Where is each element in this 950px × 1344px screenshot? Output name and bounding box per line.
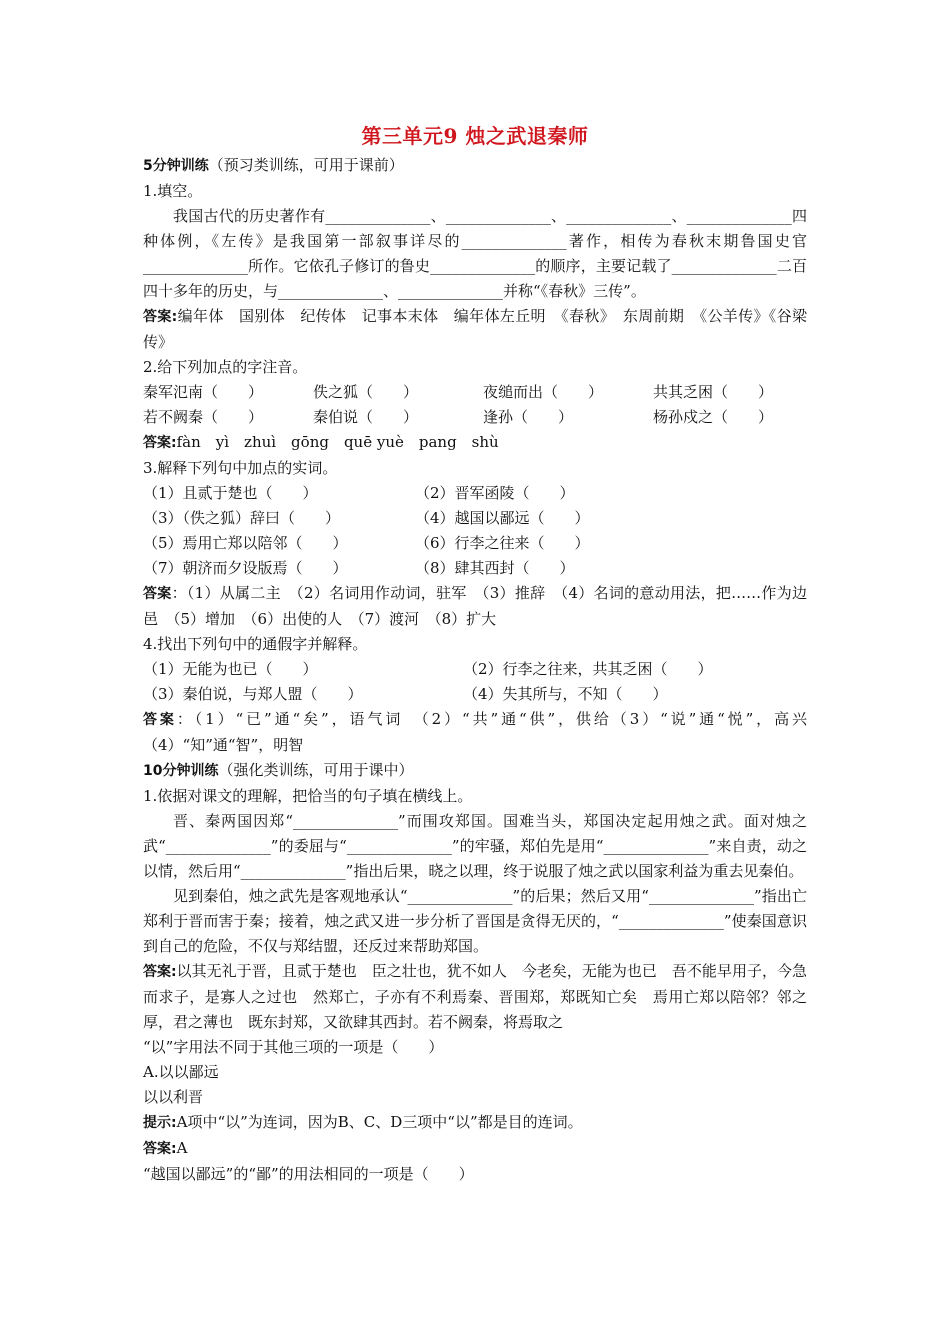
option-b: 以以利晋: [143, 1088, 204, 1106]
answer: [143, 430, 807, 456]
answer: [143, 959, 807, 1035]
option-a: A.以以鄙远: [143, 1063, 219, 1081]
answer: [143, 707, 823, 758]
question-label: 1.依据对课文的理解，把恰当的句子填在横线上。: [143, 787, 473, 805]
list-item: 佚之狐（ ）: [313, 383, 419, 401]
list-item: 杨孙戍之（ ）: [653, 408, 774, 426]
section-heading-5min: 5分钟训练（预习类训练，可用于课前）: [143, 156, 404, 174]
worksheet: [143, 120, 823, 1187]
answer-label: 答案:: [143, 435, 177, 451]
list-item: （4）越国以鄙远（ ）: [415, 509, 590, 527]
hint-text: A项中“以”为连词，因为B、C、D三项中“以”都是目的连词。: [176, 1113, 583, 1131]
page-title: 第三单元9 烛之武退秦师: [361, 124, 589, 148]
question-stem: “越国以鄙远”的“鄙”的用法相同的一项是（ ）: [143, 1165, 474, 1183]
list-item: （1）且贰于楚也（ ）: [143, 484, 318, 502]
list-item: （8）肆其西封（ ）: [415, 559, 575, 577]
list-item: （6）行李之往来（ ）: [415, 534, 590, 552]
answer-text: fàn yì zhuì gōng quē yuè pang shù: [176, 433, 499, 451]
list-item: （1）无能为也已（ ）: [143, 660, 318, 678]
list-item: （3）（佚之狐）辞曰（ ）: [143, 509, 341, 527]
answer-text: A: [176, 1139, 188, 1157]
section-subtitle: （预习类训练，可用于课前）: [208, 156, 404, 174]
word-items: [143, 481, 807, 581]
answer-label: 答案: [143, 712, 177, 728]
question-label: 3.解释下列句中加点的实词。: [143, 459, 338, 477]
list-item: 秦军氾南（ ）: [143, 383, 264, 401]
answer-text: ：（1）从属二主 （2）名词用作动词，驻军 （3）推辞 （4）名词的意动用法，把……作为边邑 （5）增加 （6）出使的人 （7）渡河 （8）扩大: [143, 584, 807, 628]
answer: [143, 1136, 807, 1162]
answer-text: 编年体 国别体 纪传体 记事本末体 编年体左丘明 《春秋》 东周前期 《公羊传》《谷梁传》: [143, 307, 807, 351]
answer-label: 答案: [143, 586, 172, 602]
question-text: 晋、秦两国因郑“______________”而围攻郑国。国难当头，郑国决定起用烛之武。面对烛之武“______________”的委屈与“______________”的牢骚，郑伯先是用“______________”来自责，动之以情，然后用“______________”指出后果，晓之以理，终于说服了烛之武以国家利益为重去见秦伯。: [143, 812, 807, 880]
list-item: （3）秦伯说，与郑人盟（ ）: [143, 685, 363, 703]
question-label: 4.找出下列句中的通假字并解释。: [143, 635, 368, 653]
answer-text: 以其无礼于晋，且贰于楚也 臣之壮也，犹不如人 今老矣，无能为也已 吾不能早用子，今急而求子，是寡人之过也 然郑亡，子亦有不利焉秦、晋围郑，郑既知亡矣 焉用亡郑以陪邻？邻之厚，君之薄也 既东封郑，又欲肆其西封。若不阙秦，将焉取之: [143, 962, 807, 1031]
answer: [143, 304, 807, 355]
question-stem: “以”字用法不同于其他三项的一项是（ ）: [143, 1038, 444, 1056]
list-item: 若不阙秦（ ）: [143, 408, 264, 426]
list-item: 逢孙（ ）: [483, 408, 574, 426]
list-item: （5）焉用亡郑以陪邻（ ）: [143, 534, 348, 552]
answer: [143, 581, 807, 632]
hint-label: 提示:: [143, 1115, 177, 1131]
question-label: 1.填空。: [143, 182, 203, 200]
question-label: 2.给下列加点的字注音。: [143, 358, 308, 376]
pinyin-items: [143, 380, 807, 430]
answer-label: 答案:: [143, 964, 177, 980]
question-text: 我国古代的历史著作有______________、______________、______________、______________四种体例，《左传》是我国第一部叙事详尽的______________著作，相传为春秋末期鲁国史官______________所作。它依孔子修订的鲁史______________的顺序，主要记载了______________二百四十多年的历史，与______________、______________并称“《春秋》三传”。: [143, 207, 807, 300]
list-item: （2）行李之往来，共其乏困（ ）: [463, 660, 713, 678]
question-text: 见到秦伯，烛之武先是客观地承认“______________”的后果；然后又用“______________”指出亡郑利于晋而害于秦；接着，烛之武又进一步分析了晋国是贪得无厌的，“______________”使秦国意识到自己的危险，不仅与郑结盟，还反过来帮助郑国。: [143, 887, 807, 955]
list-item: （4）失其所与，不知（ ）: [463, 685, 668, 703]
tongjia-items: [143, 657, 807, 707]
hint: [143, 1110, 807, 1136]
list-item: 秦伯说（ ）: [313, 408, 419, 426]
section-heading-10min: 10分钟训练（强化类训练，可用于课中）: [143, 761, 414, 779]
list-item: 共其乏困（ ）: [653, 383, 774, 401]
answer-label: 答案:: [143, 309, 178, 325]
section-subtitle: （强化类训练，可用于课中）: [218, 761, 414, 779]
list-item: 夜缒而出（ ）: [483, 383, 604, 401]
list-item: （7）朝济而夕设版焉（ ）: [143, 559, 348, 577]
answer-text: ：（1）“已”通“矣”，语气词 （2）“共”通“供”，供给（3）“说”通“悦”，高兴 （4）“知”通“智”，明智: [143, 710, 823, 754]
list-item: （2）晋军函陵（ ）: [415, 484, 575, 502]
answer-label: 答案:: [143, 1141, 177, 1157]
